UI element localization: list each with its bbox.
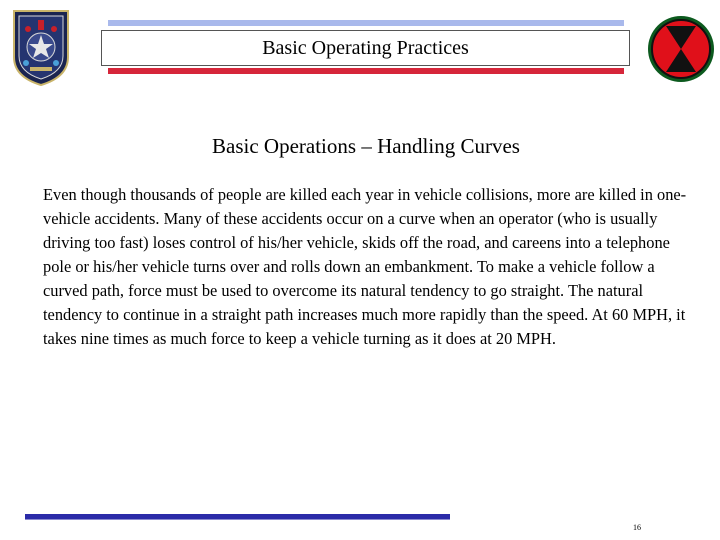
slide-title: Basic Operating Practices	[262, 37, 469, 59]
title-box	[101, 30, 630, 66]
body-paragraph: Even though thousands of people are killed each year in vehicle collisions, more are killed in one-vehicle accidents. Many of these accidents occur on a curve when an operator (who is usually driving too fast) loses control of his/her vehicle, skids off the road, and careens into a telephone pole or his/her vehicle turns over and rolls down an embankment. To make a vehicle follow a curved path, force must be used to overcome its natural tendency to go straight. The natural tendency to continue in a straight path increases much more rapidly than the speed. At 60 MPH, it takes nine times as much force to keep a vehicle turning as it does at 20 MPH.	[43, 185, 687, 348]
unit-crest-icon	[8, 7, 74, 87]
slide-subtitle: Basic Operations – Handling Curves	[212, 134, 520, 158]
division-patch-icon	[646, 14, 716, 84]
title-top-bar	[108, 20, 624, 26]
footer-bar-shadow	[25, 519, 450, 520]
title-bottom-bar	[108, 68, 624, 74]
page-number: 16	[633, 523, 641, 532]
